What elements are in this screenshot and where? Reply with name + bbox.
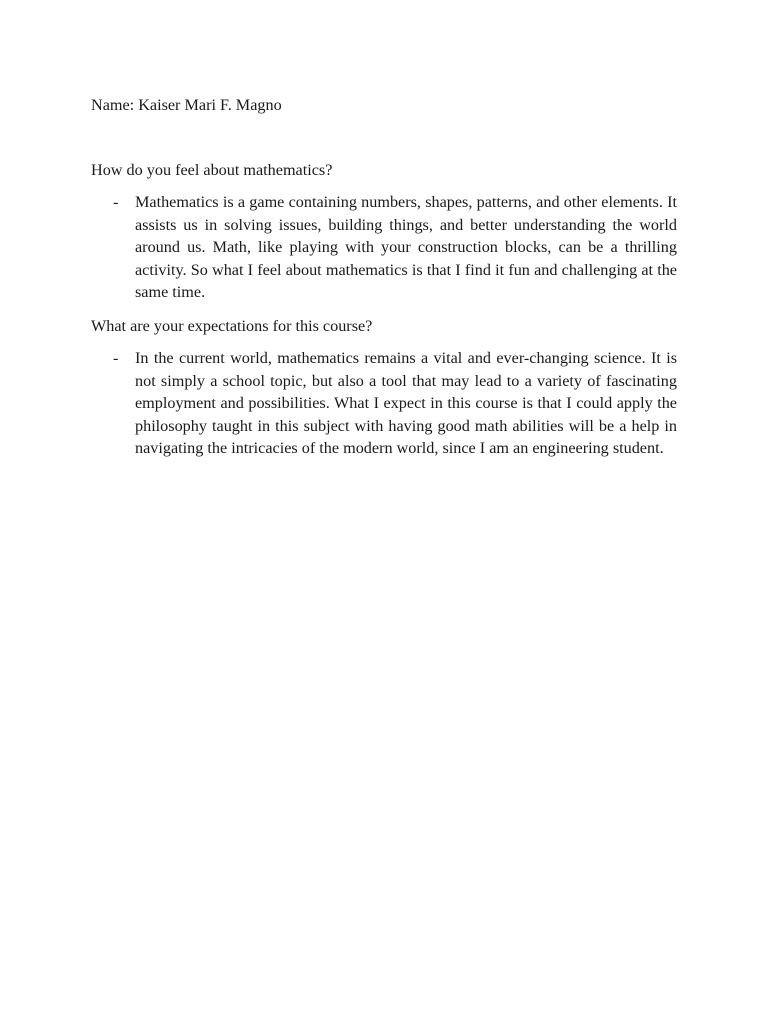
student-name: Name: Kaiser Mari F. Magno — [91, 96, 282, 114]
bullet-dash: - — [113, 193, 119, 211]
answer-feelings-text: Mathematics is a game containing numbers, shapes, patterns, and other elements. It assists us in solving issues, building things, and better understanding the world around us. Math, like playing with your construction blocks, can be a thrilling activity. So what I feel about mathematics is that I find it fun and challenging at the same time. — [135, 193, 677, 301]
question-feelings: How do you feel about mathematics? — [91, 161, 333, 179]
answer-expectations-text: In the current world, mathematics remains a vital and ever-changing science. It is not simply a school topic, but also a tool that may lead to a variety of fascinating employment and possibilities. What I expect in this course is that I could apply the philosophy taught in this subject with having good math abilities will be a help in navigating the intricacies of the modern world, since I am an engineering student. — [135, 349, 677, 457]
bullet-dash: - — [113, 349, 119, 367]
answer-expectations — [113, 347, 677, 460]
question-expectations: What are your expectations for this course? — [91, 317, 373, 335]
answer-feelings — [113, 191, 677, 304]
